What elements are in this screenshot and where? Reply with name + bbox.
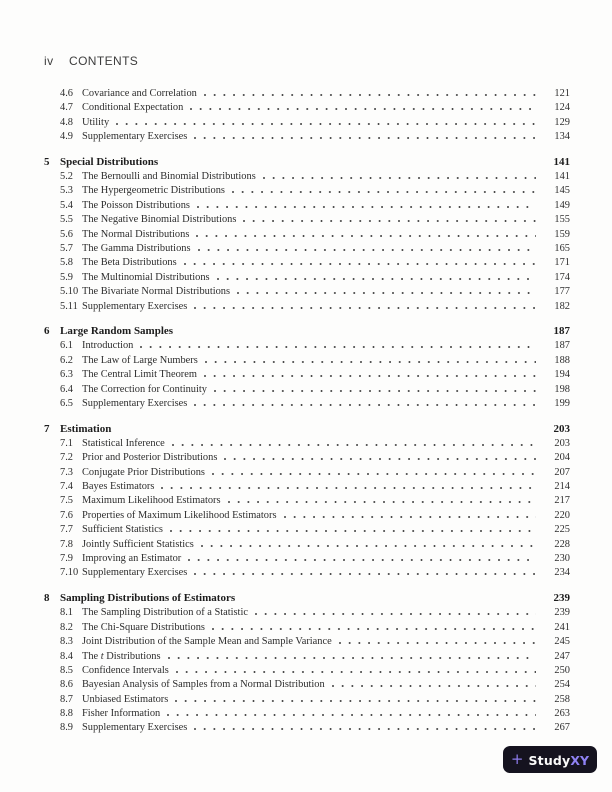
section-page: 263 (554, 708, 570, 720)
section-page: 149 (554, 199, 570, 211)
section-row (44, 524, 570, 538)
section-row (44, 355, 570, 369)
section-number: 5.11 (60, 300, 78, 312)
section-page: 228 (554, 538, 570, 550)
section-page: 245 (554, 636, 570, 648)
section-title: The Normal Distributions (82, 228, 190, 240)
dot-leader (204, 94, 536, 96)
section-page: 141 (554, 171, 570, 183)
section-page: 188 (554, 354, 570, 366)
section-row (44, 636, 570, 650)
dot-leader (332, 685, 536, 687)
section-number: 8.6 (60, 679, 73, 691)
section-number: 6.2 (60, 354, 73, 366)
section-page: 250 (554, 664, 570, 676)
dot-leader (204, 375, 536, 377)
section-page: 214 (554, 481, 570, 493)
section-page: 225 (554, 524, 570, 536)
section-title: Joint Distribution of the Sample Mean and Sample Variance (82, 636, 332, 648)
section-title: Improving an Estimator (82, 553, 182, 565)
section-title: Sufficient Statistics (82, 524, 163, 536)
toc-group (44, 325, 570, 412)
section-row (44, 243, 570, 257)
chapter-number: 8 (44, 592, 50, 605)
section-title: Supplementary Exercises (82, 398, 188, 410)
section-row (44, 214, 570, 228)
brand-study: Study (528, 753, 571, 768)
chapter-number: 5 (44, 156, 50, 169)
dot-leader (184, 263, 536, 265)
section-number: 7.5 (60, 495, 73, 507)
chapter-row (44, 156, 570, 171)
toc-group (44, 592, 570, 737)
section-row (44, 495, 570, 509)
dot-leader (172, 444, 536, 446)
section-row (44, 88, 570, 102)
section-row (44, 272, 570, 286)
section-title: Conjugate Prior Distributions (82, 466, 205, 478)
dot-leader (201, 545, 536, 547)
section-title: The Hypergeometric Distributions (82, 185, 225, 197)
dot-leader (167, 714, 536, 716)
section-number: 5.5 (60, 214, 73, 226)
section-number: 5.2 (60, 171, 73, 183)
section-number: 8.5 (60, 664, 73, 676)
chapter-row (44, 592, 570, 607)
section-page: 171 (554, 257, 570, 269)
section-row (44, 131, 570, 145)
chapter-number: 6 (44, 325, 50, 338)
chapter-title: Estimation (60, 422, 112, 435)
dot-leader (190, 108, 536, 110)
section-number: 6.5 (60, 398, 73, 410)
section-list (44, 438, 570, 582)
chapter-page: 141 (553, 156, 570, 169)
chapter-row (44, 423, 570, 438)
section-number: 7.7 (60, 524, 73, 536)
section-row (44, 171, 570, 185)
section-row (44, 340, 570, 354)
dot-leader (196, 235, 536, 237)
section-row (44, 384, 570, 398)
section-number: 7.2 (60, 452, 73, 464)
section-page: 187 (554, 340, 570, 352)
section-row (44, 398, 570, 412)
section-number: 6.4 (60, 383, 73, 395)
section-row (44, 651, 570, 665)
section-number: 4.8 (60, 116, 73, 128)
toc-group (44, 156, 570, 315)
section-page: 220 (554, 509, 570, 521)
section-number: 7.6 (60, 509, 73, 521)
chapter-number: 7 (44, 422, 50, 435)
section-title: Utility (82, 116, 110, 128)
section-page: 199 (554, 398, 570, 410)
section-title: The Sampling Distribution of a Statistic (82, 607, 248, 619)
dot-leader (194, 137, 536, 139)
section-number: 6.1 (60, 340, 73, 352)
section-title: The Bivariate Normal Distributions (82, 286, 231, 298)
section-page: 254 (554, 679, 570, 691)
chapter-title: Sampling Distributions of Estimators (60, 592, 236, 605)
section-title: The Law of Large Numbers (82, 354, 198, 366)
folio-page-number: iv (44, 54, 54, 68)
running-head-title: CONTENTS (69, 54, 139, 68)
section-title: Statistical Inference (82, 437, 165, 449)
section-row (44, 665, 570, 679)
section-title: The Negative Binomial Distributions (82, 214, 237, 226)
section-title: Bayesian Analysis of Samples from a Normal Distribution (82, 679, 325, 691)
section-page: 129 (554, 116, 570, 128)
dot-leader (116, 123, 536, 125)
dot-leader (175, 700, 536, 702)
section-page: 159 (554, 228, 570, 240)
section-title: Conditional Expectation (82, 102, 184, 114)
section-page: 124 (554, 102, 570, 114)
dot-leader (188, 559, 536, 561)
section-row (44, 286, 570, 300)
section-list (44, 340, 570, 412)
chapter-page: 203 (553, 422, 570, 435)
section-number: 5.6 (60, 228, 73, 240)
section-title: Fisher Information (82, 708, 161, 720)
section-row (44, 452, 570, 466)
section-page: 145 (554, 185, 570, 197)
section-title: Supplementary Exercises (82, 300, 188, 312)
section-row (44, 607, 570, 621)
section-row (44, 301, 570, 315)
running-head (44, 54, 138, 68)
section-row (44, 438, 570, 452)
section-row (44, 369, 570, 383)
section-title: The Central Limit Theorem (82, 369, 197, 381)
section-title: Properties of Maximum Likelihood Estimators (82, 509, 277, 521)
section-list (44, 171, 570, 315)
section-title: Covariance and Correlation (82, 88, 197, 99)
dot-leader (194, 404, 536, 406)
dot-leader (161, 487, 536, 489)
section-title: The Beta Distributions (82, 257, 177, 269)
section-row (44, 481, 570, 495)
section-page: 203 (554, 437, 570, 449)
section-page: 234 (554, 567, 570, 579)
section-row (44, 553, 570, 567)
section-page: 258 (554, 693, 570, 705)
section-number: 8.4 (60, 650, 73, 662)
section-row (44, 467, 570, 481)
section-row (44, 185, 570, 199)
section-page: 194 (554, 369, 570, 381)
dot-leader (232, 191, 536, 193)
section-number: 6.3 (60, 369, 73, 381)
section-page: 155 (554, 214, 570, 226)
section-number: 5.10 (60, 286, 79, 298)
section-title: The Bernoulli and Binomial Distributions (82, 171, 256, 183)
dot-leader (176, 671, 536, 673)
studyxy-badge[interactable] (503, 746, 597, 773)
section-title: Introduction (82, 340, 134, 352)
section-row (44, 567, 570, 581)
section-page: 230 (554, 553, 570, 565)
section-title: The Multinomial Distributions (82, 271, 210, 283)
dot-leader (205, 361, 536, 363)
dot-leader (140, 346, 536, 348)
dot-leader (198, 249, 536, 251)
section-number: 5.9 (60, 271, 73, 283)
section-page: 177 (554, 286, 570, 298)
section-row (44, 117, 570, 131)
section-number: 5.4 (60, 199, 73, 211)
dot-leader (214, 390, 536, 392)
chapter-row (44, 325, 570, 340)
dot-leader (284, 516, 536, 518)
section-page: 174 (554, 271, 570, 283)
dot-leader (217, 278, 536, 280)
section-row (44, 622, 570, 636)
section-page: 247 (554, 650, 570, 662)
section-title: Bayes Estimators (82, 481, 155, 493)
section-number: 4.6 (60, 88, 73, 99)
section-number: 7.4 (60, 481, 73, 493)
dot-leader (170, 530, 536, 532)
section-number: 4.7 (60, 102, 73, 114)
section-number: 7.9 (60, 553, 73, 565)
section-row (44, 229, 570, 243)
section-number: 7.10 (60, 567, 79, 579)
toc-group (44, 88, 570, 146)
section-number: 8.9 (60, 722, 73, 734)
dot-leader (339, 642, 536, 644)
section-row (44, 694, 570, 708)
section-page: 165 (554, 243, 570, 255)
section-number: 7.3 (60, 466, 73, 478)
section-title: The t Distributions (82, 650, 161, 662)
dot-leader (212, 473, 536, 475)
section-number: 8.7 (60, 693, 73, 705)
section-title: Supplementary Exercises (82, 567, 188, 579)
section-number: 5.3 (60, 185, 73, 197)
dot-leader (168, 657, 536, 659)
section-list (44, 607, 570, 737)
section-row (44, 679, 570, 693)
section-number: 8.1 (60, 607, 73, 619)
toc (44, 88, 570, 737)
section-title: Jointly Sufficient Statistics (82, 538, 194, 550)
section-row (44, 200, 570, 214)
section-page: 217 (554, 495, 570, 507)
section-number: 8.2 (60, 621, 73, 633)
section-title: The Poisson Distributions (82, 199, 190, 211)
dot-leader (243, 220, 536, 222)
section-title: Unbiased Estimators (82, 693, 169, 705)
chapter-title: Special Distributions (60, 156, 159, 169)
section-title: The Gamma Distributions (82, 243, 191, 255)
section-row (44, 257, 570, 271)
section-number: 5.8 (60, 257, 73, 269)
section-page: 241 (554, 621, 570, 633)
section-page: 207 (554, 466, 570, 478)
section-row (44, 102, 570, 116)
dot-leader (194, 573, 536, 575)
section-page: 121 (554, 88, 570, 99)
section-row (44, 539, 570, 553)
section-number: 8.3 (60, 636, 73, 648)
dot-leader (237, 292, 536, 294)
section-title: Maximum Likelihood Estimators (82, 495, 221, 507)
section-title: Supplementary Exercises (82, 722, 188, 734)
section-title: The Correction for Continuity (82, 383, 207, 395)
section-page: 204 (554, 452, 570, 464)
dot-leader (228, 501, 536, 503)
dot-leader (197, 206, 536, 208)
dot-leader (224, 458, 536, 460)
dot-leader (212, 628, 536, 630)
section-title: Supplementary Exercises (82, 131, 188, 143)
chapter-page: 239 (553, 592, 570, 605)
section-title: The Chi-Square Distributions (82, 621, 205, 633)
brand-xy: XY (570, 753, 590, 768)
section-number: 8.8 (60, 708, 73, 720)
section-number: 5.7 (60, 243, 73, 255)
section-number: 7.8 (60, 538, 73, 550)
section-row (44, 510, 570, 524)
section-page: 239 (554, 607, 570, 619)
dot-leader (263, 177, 536, 179)
section-page: 198 (554, 383, 570, 395)
brand-wordmark (528, 750, 589, 769)
section-page: 134 (554, 131, 570, 143)
section-page: 267 (554, 722, 570, 734)
dot-leader (194, 728, 536, 730)
section-number: 7.1 (60, 437, 73, 449)
section-row (44, 708, 570, 722)
section-page: 182 (554, 300, 570, 312)
toc-group (44, 423, 570, 582)
dot-leader (194, 307, 536, 309)
chapter-page: 187 (553, 325, 570, 338)
dot-leader (255, 613, 536, 615)
section-title: Confidence Intervals (82, 664, 169, 676)
chapter-title: Large Random Samples (60, 325, 174, 338)
section-number: 4.9 (60, 131, 73, 143)
plus-icon: + (510, 749, 524, 768)
section-row (44, 722, 570, 736)
section-list (44, 88, 570, 146)
section-title: Prior and Posterior Distributions (82, 452, 218, 464)
